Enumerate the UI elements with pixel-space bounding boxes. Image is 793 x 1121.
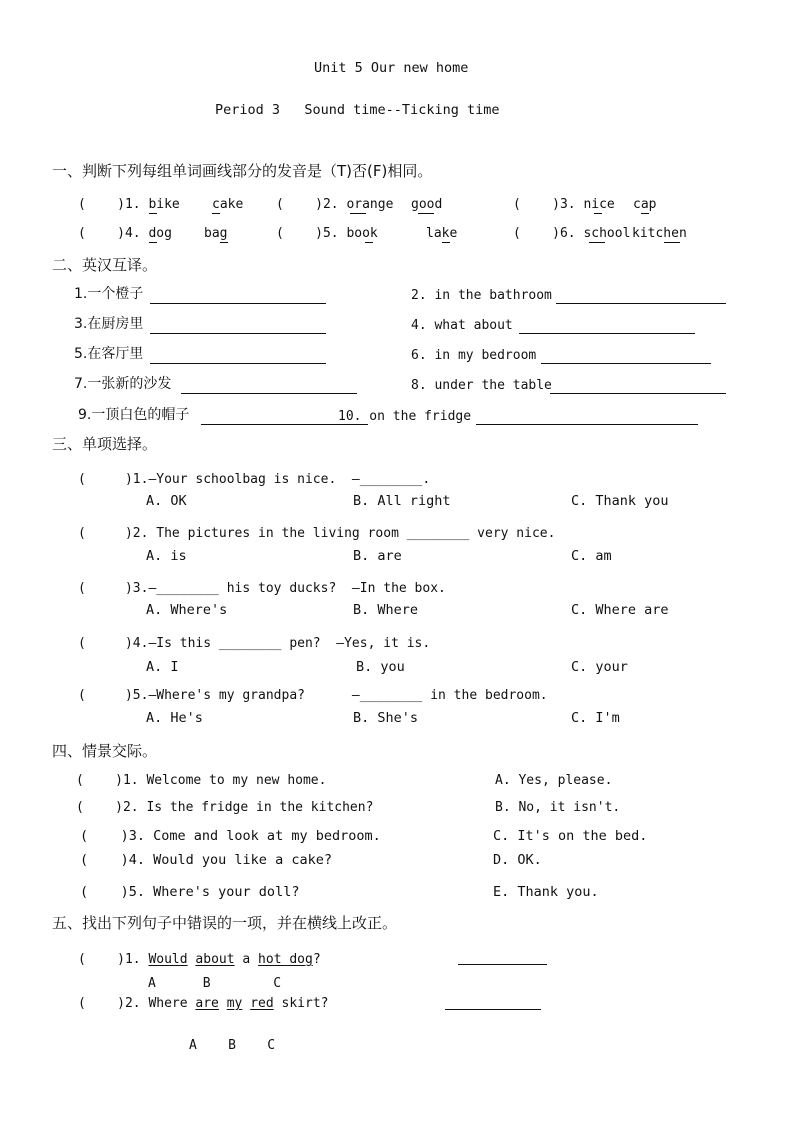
answer-line [519, 333, 695, 334]
s4-right-5: E. Thank you. [493, 884, 599, 900]
s3-q5-c: C. I'm [571, 710, 620, 726]
s1-item-1-word2: cake [212, 197, 244, 212]
s4-left-5: ( )5. Where's your doll? [80, 884, 300, 900]
s1-item-4-word2: bag [204, 226, 228, 241]
answer-line [550, 393, 726, 394]
s4-left-4: ( )4. Would you like a cake? [80, 852, 332, 868]
s5-q2-option-a: are [195, 996, 219, 1011]
s3-q1-b: B. All right [353, 493, 451, 509]
answer-line [150, 363, 326, 364]
s5-q1-option-c: hot dog [258, 952, 313, 967]
answer-line [476, 424, 698, 425]
underline-mark [212, 213, 220, 214]
underline-mark [365, 242, 373, 243]
section5-heading: 五、找出下列句子中错误的一项，并在横线上改正。 [52, 914, 398, 932]
s3-q1-c: C. Thank you [571, 493, 669, 509]
answer-line [541, 363, 711, 364]
s2-item-3: 3.在厨房里 [74, 316, 144, 332]
s3-q3: ( )3.—________ his toy ducks? —In the box. [78, 581, 446, 596]
s2-item-2: 2. in the bathroom [411, 288, 552, 303]
s2-item-4: 4. what about [411, 318, 513, 333]
s2-item-9: 9.一顶白色的帽子 [78, 407, 190, 423]
s5-q1: ( )1. Would about a hot dog? [78, 952, 321, 967]
underline-mark [149, 242, 157, 243]
s4-right-3: C. It's on the bed. [493, 828, 648, 844]
s1-item-2: ( )2. orange [276, 197, 394, 212]
s3-q5-a: A. He's [146, 710, 203, 726]
underline-mark [594, 213, 602, 214]
s4-left-2: ( )2. Is the fridge in the kitchen? [76, 800, 374, 815]
s2-item-1: 1.一个橙子 [74, 286, 144, 302]
s4-left-3: ( )3. Come and look at my bedroom. [80, 828, 381, 844]
answer-line [458, 964, 547, 965]
underline-mark [149, 213, 157, 214]
s3-q3-c: C. Where are [571, 602, 669, 618]
s3-q5: ( )5.—Where's my grandpa? —________ in the bedroom. [78, 688, 548, 703]
s3-q5-b: B. She's [353, 710, 419, 726]
s1-item-5: ( )5. book [276, 226, 378, 241]
s5-q2-option-b: my [226, 996, 243, 1011]
underline-mark [641, 213, 649, 214]
answer-line [181, 393, 357, 394]
section1-heading: 一、判断下列每组单词画线部分的发音是（T)否(F)相同。 [52, 162, 433, 180]
underline-mark [589, 242, 605, 243]
s1-item-3-word2: cap [633, 197, 657, 212]
s3-q3-a: A. Where's [146, 602, 228, 618]
underline-mark [442, 242, 450, 243]
s3-q2-c: C. am [571, 548, 612, 564]
s1-item-6-word2: kitchen [632, 226, 687, 241]
s3-q1: ( )1.—Your schoolbag is nice. —________. [78, 472, 431, 487]
s3-q4-a: A. I [146, 659, 179, 675]
section4-heading: 四、情景交际。 [52, 742, 158, 760]
s5-q1-letters: A B C [148, 976, 282, 991]
underline-mark [664, 242, 680, 243]
s5-q2-option-c: red [250, 996, 274, 1011]
s2-item-7: 7.一张新的沙发 [74, 376, 172, 392]
page-subtitle: Period 3 Sound time--Ticking time [215, 102, 500, 118]
s1-item-2-word2: good [411, 197, 443, 212]
answer-line [150, 303, 326, 304]
s5-q2-letters: A B C [189, 1038, 276, 1053]
underline-mark [418, 213, 434, 214]
s2-item-10: 10. on the fridge [338, 409, 472, 424]
s4-right-2: B. No, it isn't. [495, 800, 621, 815]
s1-item-3: ( )3. nice [513, 197, 615, 212]
page-title: Unit 5 Our new home [314, 60, 469, 76]
s3-q3-b: B. Where [353, 602, 419, 618]
section2-heading: 二、英汉互译。 [52, 256, 158, 274]
s2-item-6: 6. in my bedroom [411, 348, 537, 363]
s2-item-5: 5.在客厅里 [74, 346, 144, 362]
s3-q2-a: A. is [146, 548, 187, 564]
answer-line [556, 303, 726, 304]
answer-line [150, 333, 326, 334]
answer-line [445, 1009, 541, 1010]
s3-q2-b: B. are [353, 548, 402, 564]
underline-mark [350, 213, 366, 214]
s1-item-5-word2: lake [426, 226, 458, 241]
s2-item-8: 8. under the table [411, 378, 552, 393]
s1-item-1: ( )1. bike [78, 197, 180, 212]
s5-q2: ( )2. Where are my red skirt? [78, 996, 329, 1011]
s1-item-4: ( )4. dog [78, 226, 172, 241]
s5-q1-option-b: about [195, 952, 235, 967]
s4-right-4: D. OK. [493, 852, 542, 868]
s4-right-1: A. Yes, please. [495, 773, 613, 788]
s4-left-1: ( )1. Welcome to my new home. [76, 773, 327, 788]
s3-q4: ( )4.—Is this ________ pen? —Yes, it is. [78, 636, 431, 651]
s3-q4-b: B. you [356, 659, 405, 675]
s3-q2: ( )2. The pictures in the living room ________ very nice. [78, 526, 556, 541]
answer-line [201, 424, 368, 425]
s3-q4-c: C. your [571, 659, 628, 675]
s1-item-6: ( )6. school [513, 226, 631, 241]
underline-mark [220, 242, 228, 243]
s5-q1-option-a: Would [148, 952, 188, 967]
s3-q1-a: A. OK [146, 493, 187, 509]
section3-heading: 三、单项选择。 [52, 435, 158, 453]
